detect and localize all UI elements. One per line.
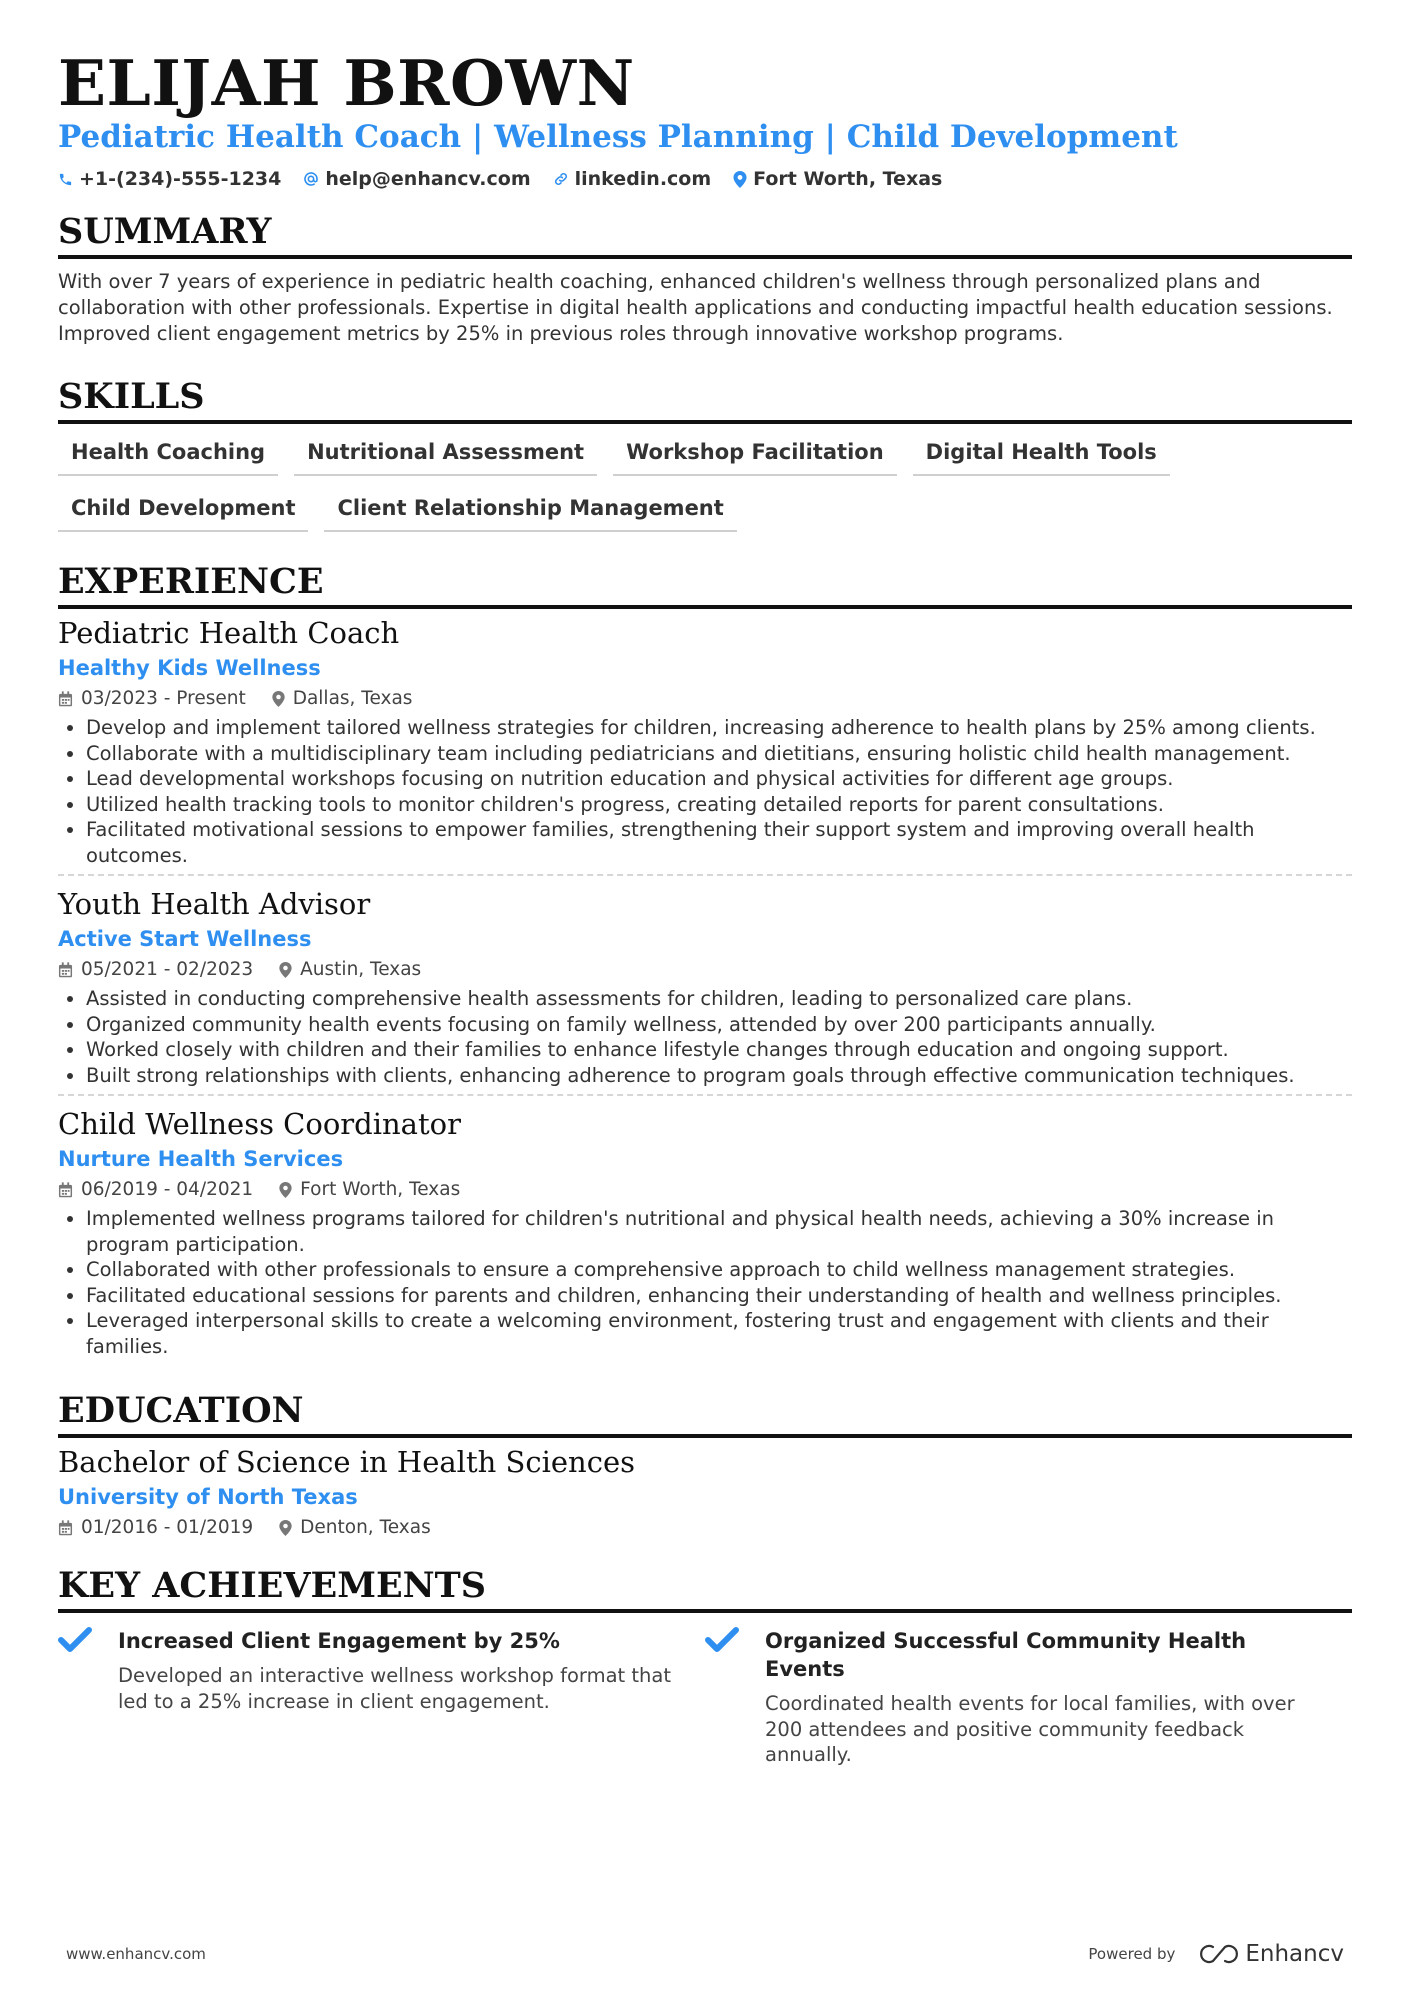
powered-by [1088,1941,1344,1967]
at-icon [303,171,319,187]
job-dates-text: 03/2023 - Present [81,688,246,709]
list-item: • Leveraged interpersonal skills to create a welcoming environment, fostering trust and engagement with clients and their families. [86,1308,1352,1359]
headline: Pediatric Health Coach | Wellness Planning | Child Development [58,119,1178,155]
list-item: • Collaborated with other professionals to ensure a comprehensive approach to child wellness management strategies. [86,1257,1352,1283]
phone-icon [58,172,73,187]
calendar-icon [58,962,73,978]
enhancv-logo-icon [1199,1943,1239,1965]
checkmark-icon [58,1627,92,1653]
job-entry [58,1094,1352,1365]
education-section [58,1389,1352,1542]
education-dates [58,1514,253,1542]
contact-phone[interactable] [58,168,281,190]
education-heading: EDUCATION [58,1389,1352,1438]
achievement-desc: Coordinated health events for local families, with over 200 attendees and positive community feedback annually. [765,1692,1295,1766]
job-dates [58,685,246,713]
link-icon [553,171,569,187]
achievements-heading: KEY ACHIEVEMENTS [58,1564,1352,1613]
job-dates [58,956,253,984]
location-pin-icon [279,962,292,978]
achievements-section [58,1564,1352,1768]
achievement-body [765,1627,1322,1768]
school-name: University of North Texas [58,1485,358,1509]
job-title: Child Wellness Coordinator [58,1107,461,1141]
degree: Bachelor of Science in Health Sciences [58,1445,635,1479]
contact-bar [58,168,1352,190]
job-location [279,1176,460,1204]
summary-section [58,210,1352,347]
achievements-grid [58,1627,1352,1768]
contact-location [733,168,942,190]
job-dates [58,1176,253,1204]
skill-tag: Workshop Facilitation [613,432,897,476]
list-item: • Implemented wellness programs tailored for children's nutritional and physical health needs, achieving a 30% increase in program participation. [86,1206,1352,1257]
job-meta [58,685,1352,713]
achievement-title: Organized Successful Community Health Events [765,1629,1247,1681]
brand-logo[interactable] [1199,1941,1344,1967]
achievement-desc: Developed an interactive wellness workshop format that led to a 25% increase in client engagement. [118,1664,671,1713]
powered-by-text: Powered by [1088,1945,1176,1963]
skill-tag: Client Relationship Management [324,488,736,532]
achievement-item [58,1627,705,1768]
candidate-name: ELIJAH BROWN [58,46,635,120]
location-pin-icon [272,691,285,707]
experience-heading: EXPERIENCE [58,560,1352,609]
job-entry [58,615,1352,874]
job-location [272,685,413,713]
job-bullets [58,715,1352,868]
education-dates-text: 01/2016 - 01/2019 [81,1517,254,1538]
location-pin-icon [733,171,747,188]
job-bullets [58,1206,1352,1359]
skill-tag: Digital Health Tools [913,432,1170,476]
skill-tag: Health Coaching [58,432,278,476]
linkedin-text: linkedin.com [574,168,712,190]
location-pin-icon [279,1520,292,1536]
education-location-text: Denton, Texas [300,1517,431,1538]
job-entry [58,874,1352,1094]
experience-section [58,560,1352,1365]
company-name: Healthy Kids Wellness [58,656,321,680]
education-meta [58,1514,1352,1542]
skills-heading: SKILLS [58,375,1352,424]
list-item: • Facilitated educational sessions for parents and children, enhancing their understanding of health and wellness principles. [86,1283,1352,1309]
education-entry [58,1444,1352,1542]
skill-tag: Child Development [58,488,308,532]
job-dates-text: 06/2019 - 04/2021 [81,1179,254,1200]
achievement-icon-slot [58,1627,118,1768]
calendar-icon [58,1520,73,1536]
job-title: Youth Health Advisor [58,887,371,921]
contact-linkedin[interactable] [553,168,712,190]
job-meta [58,1176,1352,1204]
job-location-text: Austin, Texas [300,959,422,980]
achievement-body [118,1627,675,1768]
calendar-icon [58,1182,73,1198]
job-title: Pediatric Health Coach [58,616,400,650]
list-item: • Collaborate with a multidisciplinary team including pediatricians and dietitians, ensuring holistic child health management. [86,741,1352,767]
skills-section [58,375,1352,544]
list-item: • Assisted in conducting comprehensive health assessments for children, leading to personalized care plans. [86,986,1352,1012]
list-item: • Utilized health tracking tools to monitor children's progress, creating detailed reports for parent consultations. [86,792,1352,818]
location-text: Fort Worth, Texas [753,168,943,190]
job-dates-text: 05/2021 - 02/2023 [81,959,254,980]
list-item: • Worked closely with children and their families to enhance lifestyle changes through education and ongoing support. [86,1037,1352,1063]
summary-heading: SUMMARY [58,210,1352,259]
footer [66,1941,1344,1967]
header [58,46,1352,190]
education-location [279,1514,431,1542]
calendar-icon [58,691,73,707]
skills-list [58,432,1352,544]
achievement-icon-slot [705,1627,765,1768]
location-pin-icon [279,1182,292,1198]
contact-email[interactable] [303,168,530,190]
footer-website-link[interactable]: www.enhancv.com [66,1945,206,1963]
list-item: • Built strong relationships with clients, enhancing adherence to program goals through effective communication techniques. [86,1063,1352,1089]
achievement-item [705,1627,1352,1768]
job-location [279,956,421,984]
company-name: Nurture Health Services [58,1147,344,1171]
brand-name: Enhancv [1245,1941,1344,1967]
summary-text: With over 7 years of experience in pediatric health coaching, enhanced children's wellness through personalized plans and collaboration with other professionals. Expertise in digital health applications and conducting impactful health education sessions. Improved client engagement metrics by 25% in previous roles through innovative workshop programs. [58,270,1333,345]
job-location-text: Fort Worth, Texas [300,1179,461,1200]
job-meta [58,956,1352,984]
checkmark-icon [705,1627,739,1653]
email-text: help@enhancv.com [325,168,531,190]
achievement-title: Increased Client Engagement by 25% [118,1629,560,1653]
company-name: Active Start Wellness [58,927,312,951]
skill-tag: Nutritional Assessment [294,432,597,476]
job-location-text: Dallas, Texas [292,688,413,709]
list-item: • Develop and implement tailored wellness strategies for children, increasing adherence to health plans by 25% among clients. [86,715,1352,741]
list-item: • Organized community health events focusing on family wellness, attended by over 200 participants annually. [86,1012,1352,1038]
job-bullets [58,986,1352,1088]
list-item: • Lead developmental workshops focusing on nutrition education and physical activities for different age groups. [86,766,1352,792]
phone-text: +1-(234)-555-1234 [79,168,282,190]
list-item: • Facilitated motivational sessions to empower families, strengthening their support system and improving overall health outcomes. [86,817,1352,868]
